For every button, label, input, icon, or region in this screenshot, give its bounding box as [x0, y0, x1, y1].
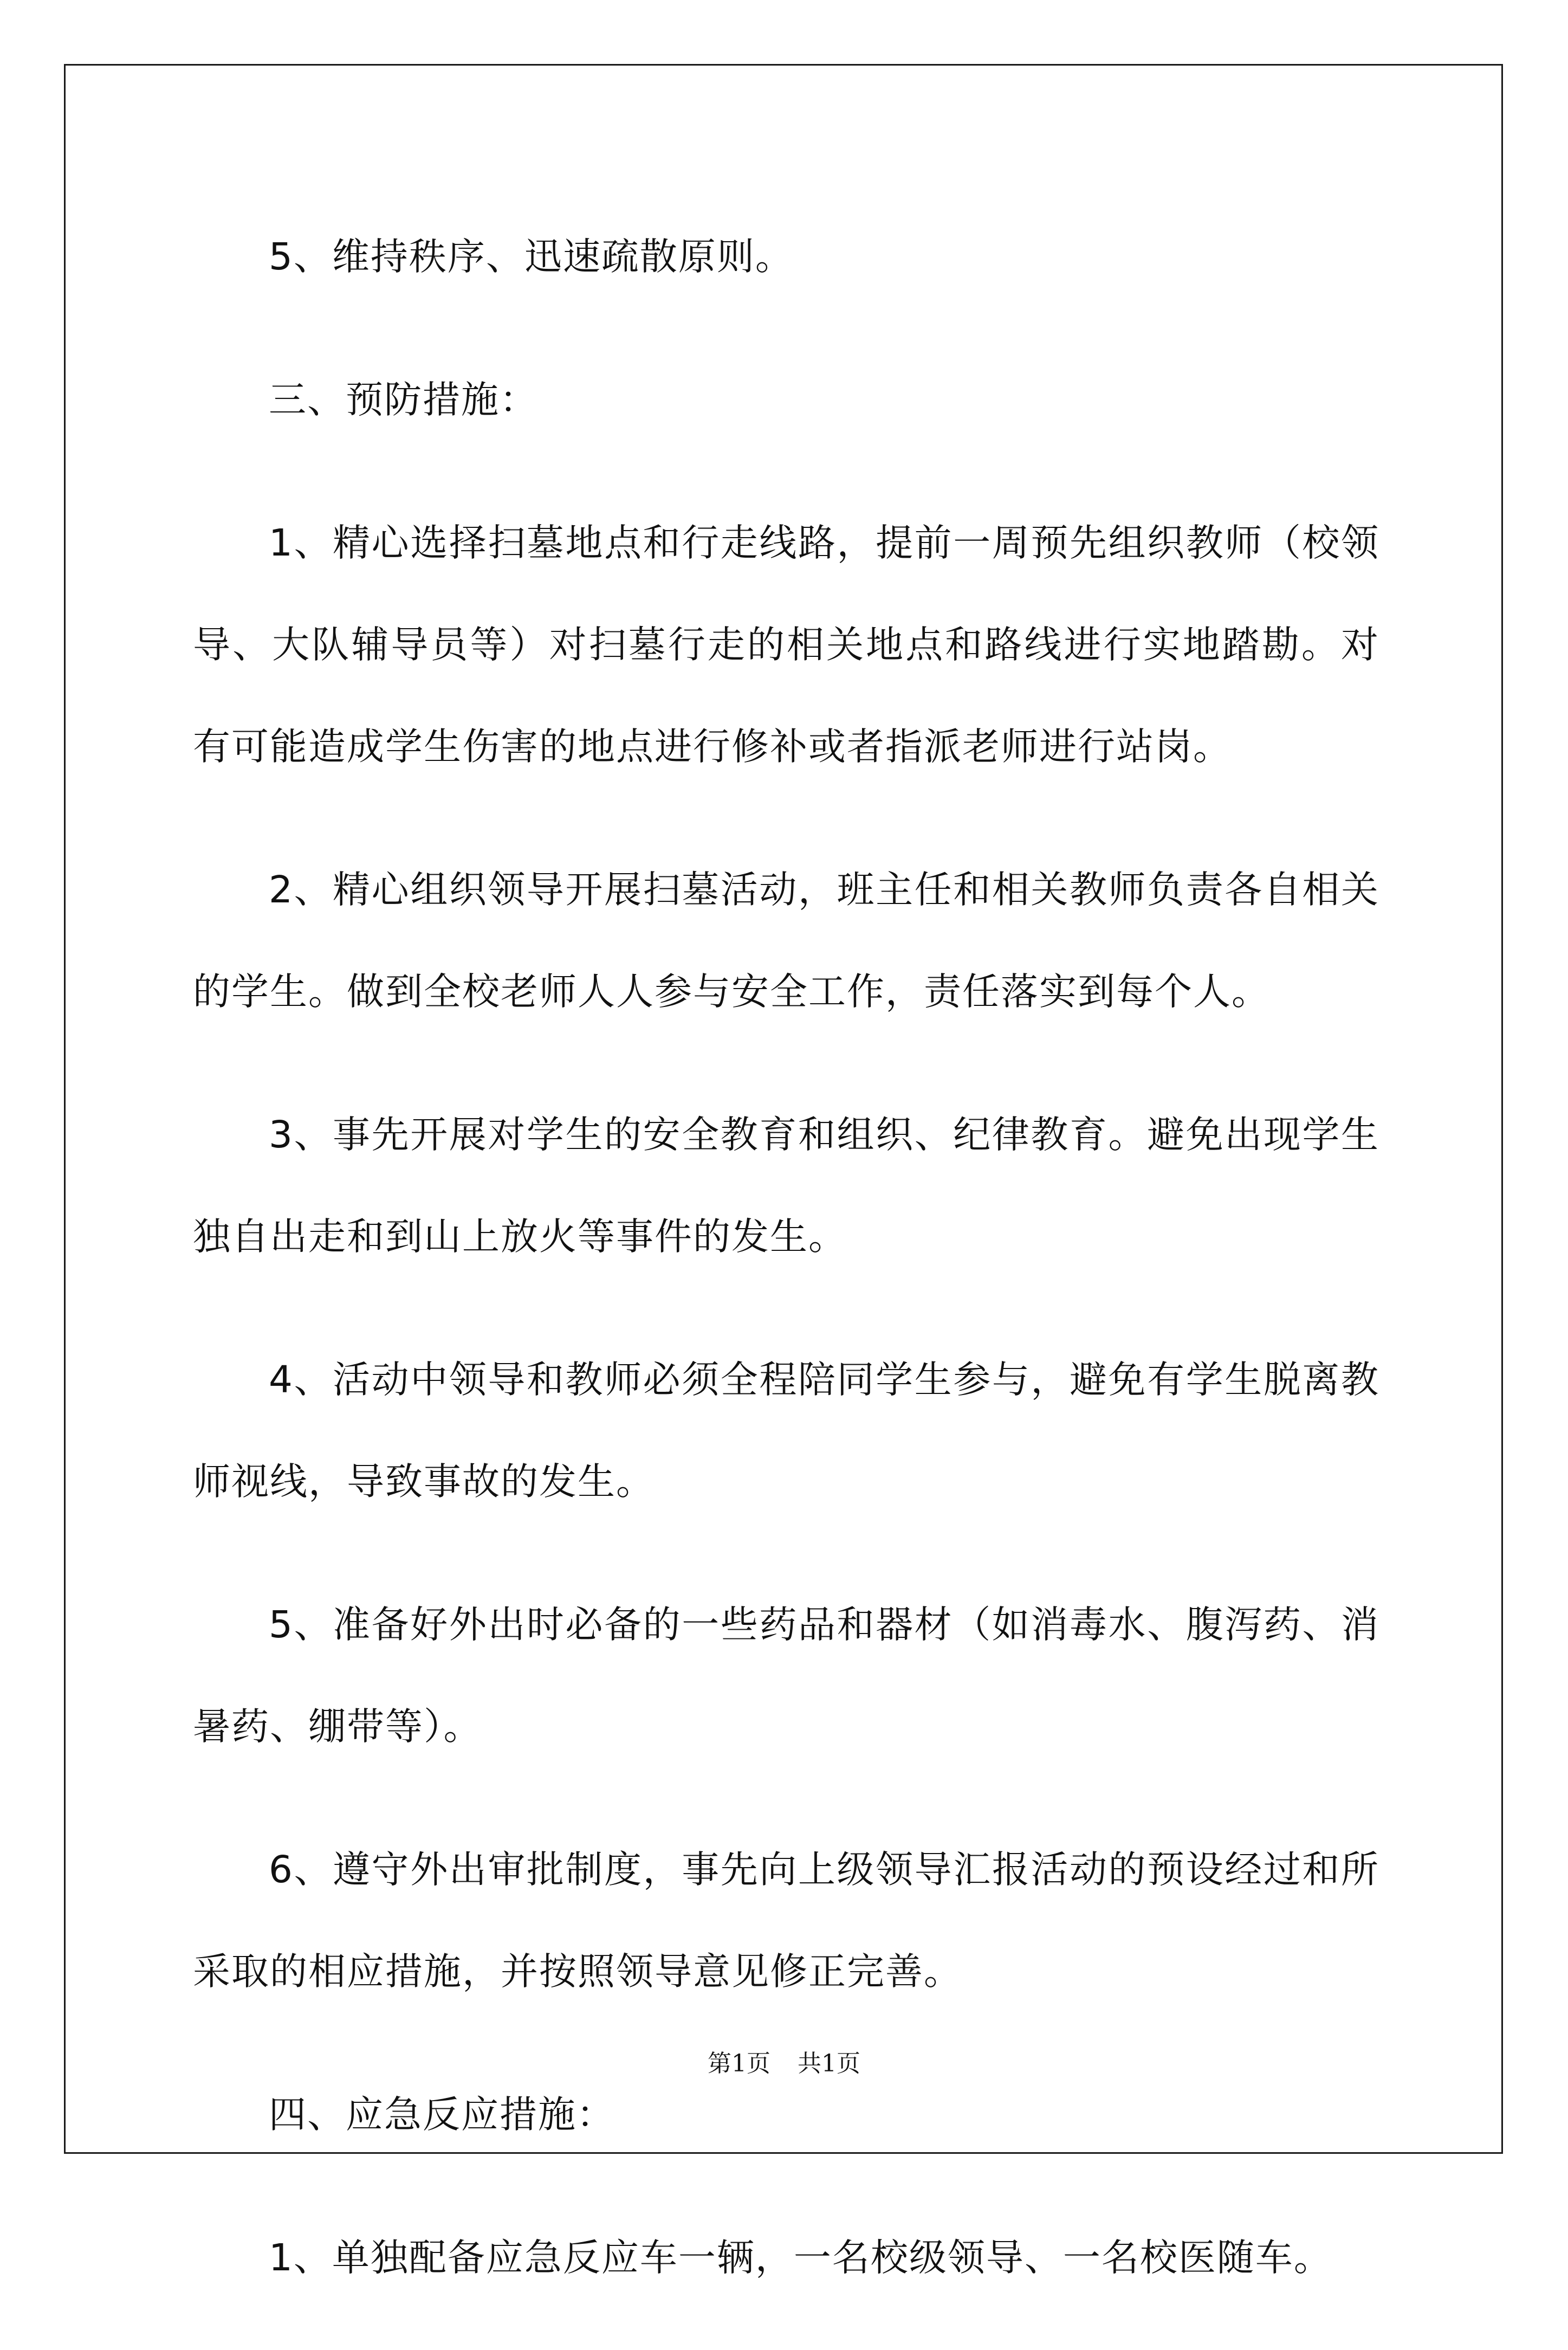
paragraph-prevention-6: 6、遵守外出审批制度，事先向上级领导汇报活动的预设经过和所采取的相应措施，并按照领导意见修正完善。 [193, 1848, 1379, 1993]
section-heading-emergency: 四、应急反应措施： [269, 2093, 615, 2136]
section-heading-prevention: 三、预防措施： [269, 378, 538, 422]
paragraph-emergency-1: 1、单独配备应急反应车一辆，一名校级领导、一名校医随车。 [269, 2236, 1332, 2280]
page-total: 共1页 [798, 2050, 860, 2077]
paragraph-prevention-5: 5、准备好外出时必备的一些药品和器材（如消毒水、腹泻药、消暑药、绷带等）。 [193, 1603, 1379, 1748]
paragraph-prevention-3: 3、事先开展对学生的安全教育和组织、纪律教育。避免出现学生独自出走和到山上放火等事件的发生。 [193, 1113, 1379, 1258]
page-footer [0, 2048, 1568, 2080]
document-body [193, 206, 1379, 2350]
paragraph-prevention-1: 1、精心选择扫墓地点和行走线路，提前一周预先组织教师（校领导、大队辅导员等）对扫墓行走的相关地点和路线进行实地踏勘。对有可能造成学生伤害的地点进行修补或者指派老师进行站岗。 [193, 521, 1379, 769]
paragraph-prevention-4: 4、活动中领导和教师必须全程陪同学生参与，避免有学生脱离教师视线，导致事故的发生。 [193, 1358, 1379, 1503]
paragraph-principle-5: 5、维持秩序、迅速疏散原则。 [269, 235, 794, 279]
page-number: 第1页 [708, 2050, 770, 2077]
paragraph-prevention-2: 2、精心组织领导开展扫墓活动，班主任和相关教师负责各自相关的学生。做到全校老师人人参与安全工作，责任落实到每个人。 [193, 868, 1379, 1013]
